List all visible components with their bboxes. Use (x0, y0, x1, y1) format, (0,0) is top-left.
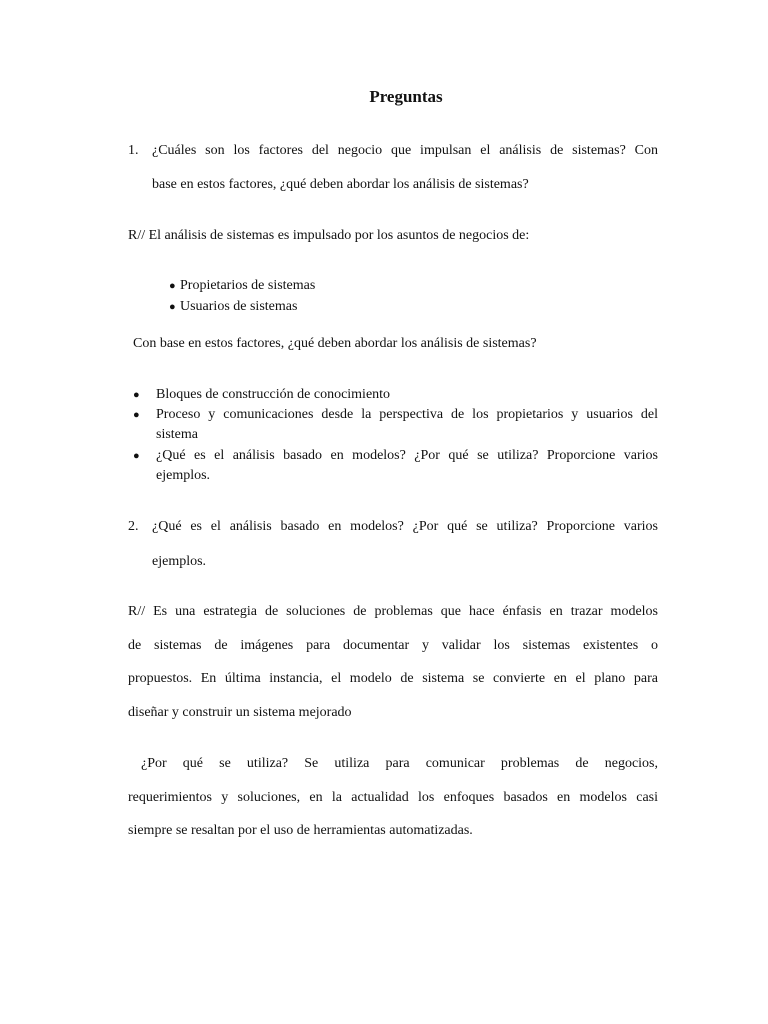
answer-2-paragraph-2-line: siempre se resaltan por el uso de herramientas automatizadas. (128, 823, 473, 838)
answer-2-paragraph-2-line: ¿Por qué se utiliza? Se utiliza para comunicar problemas de negocios, (141, 756, 658, 771)
bullet-icon: ● (133, 409, 140, 421)
answer-1-bullet2-line-2: ejemplos. (156, 468, 211, 483)
answer-2-paragraph-2-line: requerimientos y soluciones, en la actualidad los enfoques basados en modelos casi (128, 790, 658, 805)
question-2-number: 2. (128, 519, 139, 534)
bullet-icon: ● (169, 301, 176, 313)
question-2-line-1: ¿Qué es el análisis basado en modelos? ¿Por qué se utiliza? Proporcione varios (152, 519, 658, 534)
question-1-number: 1. (128, 143, 139, 158)
answer-2-paragraph-line: diseñar y construir un sistema mejorado (128, 705, 352, 720)
answer-1-intro: R// El análisis de sistemas es impulsado por los asuntos de negocios de: (128, 228, 530, 243)
answer-2-paragraph-line: de sistemas de imágenes para documentar y validar los sistemas existentes o (128, 638, 658, 653)
bullet-icon: ● (169, 280, 176, 292)
answer-1-bullet2-line-1: Proceso y comunicaciones desde la perspectiva de los propietarios y usuarios del (156, 407, 658, 422)
answer-1-bullet: Usuarios de sistemas (180, 299, 298, 314)
page-title: Preguntas (369, 87, 443, 106)
answer-1-follow-question: Con base en estos factores, ¿qué deben abordar los análisis de sistemas? (133, 336, 537, 351)
question-1-line-2: base en estos factores, ¿qué deben abordar los análisis de sistemas? (152, 177, 529, 192)
answer-1-bullet2-line-1: ¿Qué es el análisis basado en modelos? ¿Por qué se utiliza? Proporcione varios (156, 448, 658, 463)
answer-1-bullet2-line-1: Bloques de construcción de conocimiento (156, 387, 391, 402)
question-1-line-1: ¿Cuáles son los factores del negocio que impulsan el análisis de sistemas? Con (152, 143, 658, 158)
answer-2-paragraph-line: propuestos. En última instancia, el modelo de sistema se convierte en el plano para (128, 671, 658, 686)
answer-1-bullet: Propietarios de sistemas (180, 278, 316, 293)
question-2-line-2: ejemplos. (152, 554, 207, 569)
bullet-icon: ● (133, 450, 140, 462)
bullet-icon: ● (133, 389, 140, 401)
answer-2-paragraph-line: R// Es una estrategia de soluciones de problemas que hace énfasis en trazar modelos (128, 604, 658, 619)
answer-1-bullet2-line-2: sistema (156, 427, 198, 442)
